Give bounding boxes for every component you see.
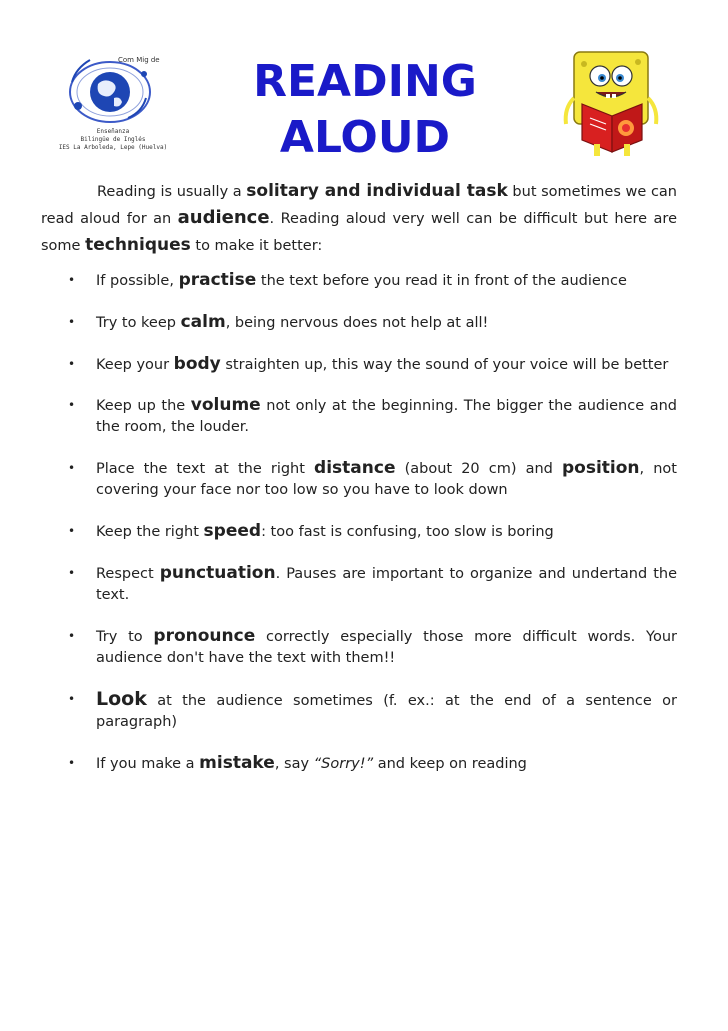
item-text: Keep your [96, 357, 174, 373]
list-item [60, 354, 677, 376]
item-keyword: pronounce [153, 626, 256, 646]
item-keyword: practise [178, 270, 257, 290]
bullet-icon: • [68, 461, 76, 475]
intro-paragraph [41, 178, 677, 259]
list-item [60, 270, 677, 292]
intro-text-2: but sometimes we can read aloud for an [41, 184, 677, 227]
globe-logo-icon [48, 48, 178, 128]
list-item [60, 312, 677, 334]
bullet-icon: • [68, 629, 76, 643]
item-text: , being nervous does not help at all! [225, 315, 489, 331]
list-item [60, 395, 677, 438]
item-text: correctly especially those more difficult words. Your audience don't have the text with them!! [96, 629, 677, 666]
item-text: the text before you read it in front of the audience [256, 273, 627, 289]
item-text: . Pauses are important to organize and undertand the text. [96, 566, 677, 603]
item-text: not only at the beginning. The bigger the audience and the room, the louder. [96, 398, 677, 435]
item-text: Keep the right [96, 524, 204, 540]
item-text: If you make a [96, 756, 200, 772]
title-line-2: ALOUD [279, 112, 451, 163]
page-title [240, 54, 490, 166]
item-text: Place the text at the right [96, 461, 315, 477]
intro-text-1: Reading is usually a [97, 184, 247, 200]
item-keyword: volume [190, 395, 261, 415]
item-keyword: Look [96, 688, 147, 710]
item-keyword: mistake [199, 753, 275, 773]
item-keyword: calm [180, 312, 226, 332]
item-text: at the audience sometimes (f. ex.: at the end of a sentence or paragraph) [96, 693, 677, 730]
item-keyword: position [562, 458, 640, 478]
bullet-icon: • [68, 524, 76, 538]
list-item [60, 626, 677, 669]
intro-text-4: to make it better: [190, 238, 323, 254]
item-text: Keep up the [96, 398, 191, 414]
item-text: Try to [96, 629, 154, 645]
logo-caption-3: IES La Arboleda, Lepe (Huelva) [58, 144, 168, 151]
list-item [60, 753, 677, 775]
spongebob-reading-icon [560, 48, 670, 158]
item-quote: “Sorry!” [313, 756, 374, 772]
bullet-icon: • [68, 273, 76, 287]
logo-arc-text: Com Mig de [118, 56, 160, 64]
item-text: , say [274, 756, 314, 772]
intro-emphasis-3: techniques [85, 235, 191, 255]
item-keyword: punctuation [159, 563, 276, 583]
item-text: , not covering your face nor too low so you have to look down [96, 461, 677, 498]
list-item [60, 521, 677, 543]
title-line-1: READING [253, 56, 477, 107]
intro-emphasis-2: audience [177, 207, 270, 228]
list-item [60, 689, 677, 733]
techniques-list [60, 270, 677, 775]
item-text: If possible, [96, 273, 179, 289]
item-text: Try to keep [96, 315, 181, 331]
item-text: and keep on reading [373, 756, 527, 772]
bullet-icon: • [68, 566, 76, 580]
bullet-icon: • [68, 756, 76, 770]
item-text: straighten up, this way the sound of your voice will be better [220, 357, 669, 373]
list-item [60, 563, 677, 606]
item-keyword: distance [314, 458, 396, 478]
list-item [60, 458, 677, 501]
bullet-icon: • [68, 357, 76, 371]
item-text: (about 20 cm) and [395, 461, 562, 477]
item-keyword: body [173, 354, 221, 374]
item-keyword: speed [203, 521, 262, 541]
logo-caption-2: Bilingüe de Inglés [80, 136, 146, 143]
item-text: Respect [96, 566, 160, 582]
bullet-icon: • [68, 398, 76, 412]
item-text: : too fast is confusing, too slow is boring [261, 524, 554, 540]
school-logo [48, 48, 178, 156]
intro-text-3: . Reading aloud very well can be difficult but here are some [41, 211, 677, 254]
intro-emphasis-1: solitary and individual task [246, 181, 508, 201]
bullet-icon: • [68, 692, 76, 706]
bullet-icon: • [68, 315, 76, 329]
logo-caption-1: Enseñanza [96, 128, 130, 135]
